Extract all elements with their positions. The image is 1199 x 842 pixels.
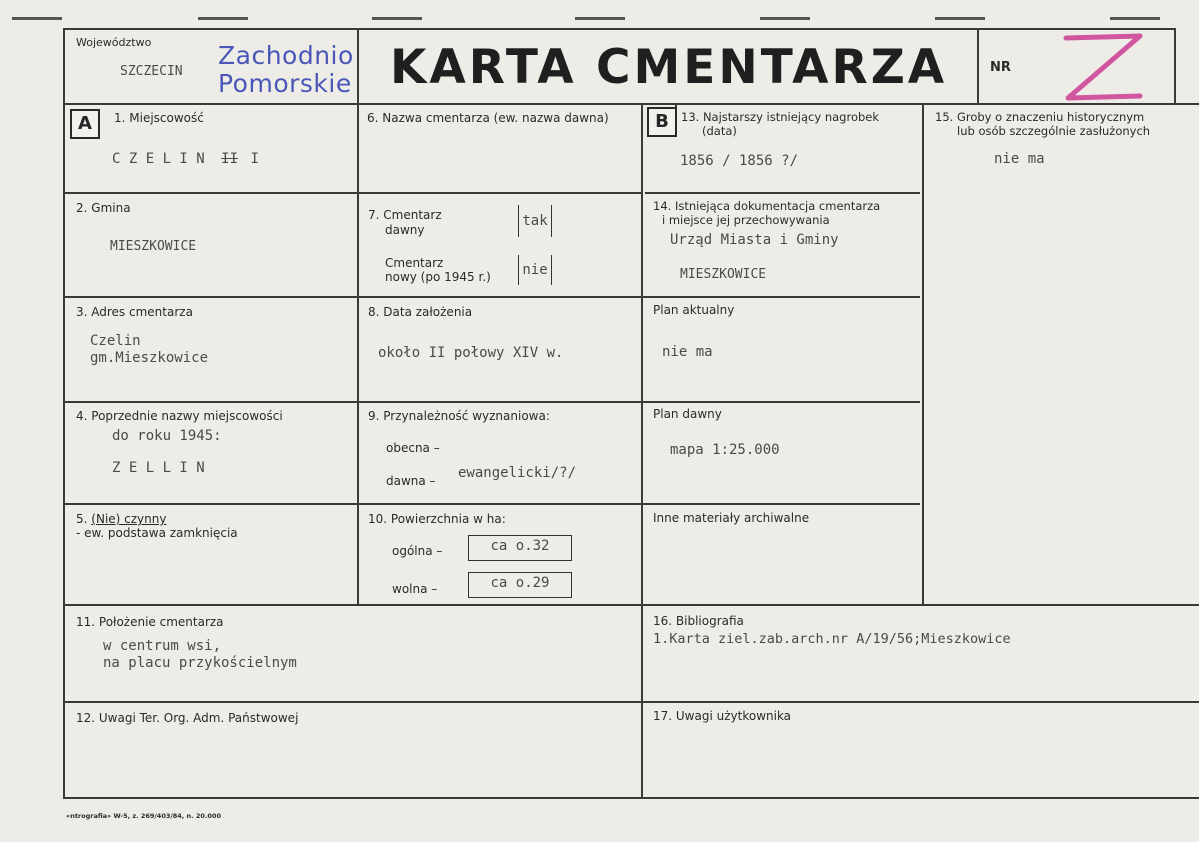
field-1-value [112,148,259,170]
field-1-label: 1. Miejscowość [114,111,204,125]
field-16-label: 16. Bibliografia [653,614,744,628]
handwritten-mark: I [250,151,259,167]
field-3-line-2: gm.Mieszkowice [90,350,209,366]
grid-line [63,28,65,799]
field-6-label: 6. Nazwa cmentarza (ew. nazwa dawna) [367,111,609,125]
field-5-label [76,512,166,526]
field-14-label: 14. Istniejąca dokumentacja cmentarza [653,199,881,213]
wojewodztwo-value: SZCZECIN [120,64,183,79]
field-7-nowy-label-2: nowy (po 1945 r.) [385,270,491,284]
field-15-value: nie ma [994,151,1045,167]
section-a-marker: A [70,109,100,139]
field-10-ogolna-label: ogólna – [392,544,443,558]
field-9-dawna-value: ewangelicki/?/ [458,465,577,481]
field-9-label: 9. Przynależność wyznaniowa: [368,409,550,423]
field-15-sublabel: lub osób szczególnie zasłużonych [957,124,1151,138]
grid-line [63,701,1199,703]
field-5-number: 5. [76,512,88,526]
stamp-line-2: Pomorskie [218,69,352,98]
field-13-label: 13. Najstarszy istniejący nagrobek [681,110,880,124]
grid-line [63,103,1199,105]
field-16-value: 1.Karta ziel.zab.arch.nr A/19/56;Mieszkowice [653,631,1011,647]
grid-line [645,192,920,194]
field-7-nowy-value: nie [518,255,552,285]
field-7-dawny-label: dawny [385,223,425,237]
field-3-line-1: Czelin [90,333,141,349]
top-edge-dash [12,17,62,20]
field-17-label: 17. Uwagi użytkownika [653,709,792,723]
field-11-label: 11. Położenie cmentarza [76,615,224,629]
grid-line [63,797,1199,799]
plan-dawny-value: mapa 1:25.000 [670,442,780,458]
field-15-label: 15. Groby o znaczeniu historycznym [935,110,1145,124]
top-edge-dash [198,17,248,20]
field-14-sublabel: i miejsce jej przechowywania [662,213,830,227]
field-5-status: (Nie) czynny [91,512,167,526]
nr-label: NR [990,60,1011,75]
plan-dawny-label: Plan dawny [653,407,722,421]
locality-name: C Z E L I N [112,151,205,167]
field-3-label: 3. Adres cmentarza [76,305,193,319]
field-12-label: 12. Uwagi Ter. Org. Adm. Państwowej [76,711,299,725]
top-edge-dash [760,17,810,20]
grid-line [1174,28,1176,105]
field-2-label: 2. Gmina [76,201,131,215]
field-10-ogolna-value: ca o.32 [468,535,572,561]
field-10-wolna-value: ca o.29 [468,572,572,598]
grid-line [63,28,1176,30]
field-7-nowy-label-1: Cmentarz [385,256,444,270]
grid-line [63,296,920,298]
field-4-label: 4. Poprzednie nazwy miejscowości [76,409,283,423]
field-10-label: 10. Powierzchnia w ha: [368,512,506,526]
top-edge-dash [935,17,985,20]
field-4-line-1: do roku 1945: [112,428,222,444]
grid-line [977,28,979,104]
field-11-line-1: w centrum wsi, [103,638,222,654]
field-13-value: 1856 / 1856 ?/ [680,153,799,169]
field-13-sublabel: (data) [702,124,737,138]
top-edge-dash [1110,17,1160,20]
grid-line [641,103,643,799]
plan-aktualny-value: nie ma [662,344,713,360]
grid-line [922,103,924,605]
wojewodztwo-label: Województwo [76,36,152,49]
field-7-dawny-value: tak [518,205,552,237]
field-14-line-2: MIESZKOWICE [680,267,767,282]
field-11-line-2: na placu przykościelnym [103,655,297,671]
section-b-marker: B [647,107,677,137]
field-7-label: 7. Cmentarz [368,208,442,222]
field-8-value: około II połowy XIV w. [378,345,564,361]
grid-line [63,401,920,403]
stamp-line-1: Zachodnio [218,41,354,70]
field-5-sublabel: - ew. podstawa zamknięcia [76,526,238,540]
field-9-dawna-label: dawna – [386,474,436,488]
field-2-value: MIESZKOWICE [110,239,197,254]
card-title: KARTA CMENTARZA [390,40,948,95]
grid-line [357,103,359,605]
plan-aktualny-label: Plan aktualny [653,303,735,317]
field-4-line-2: Z E L L I N [112,460,205,476]
inne-materialy-label: Inne materiały archiwalne [653,511,810,525]
grid-line [63,503,920,505]
grid-line [63,604,1199,606]
field-14-line-1: Urząd Miasta i Gminy [670,232,839,248]
field-9-obecna-label: obecna – [386,441,440,455]
printer-imprint: «ntrografia» W-5, z. 269/403/84, n. 20.000 [66,812,221,820]
strike-text: II [221,151,239,167]
grid-line [63,192,641,194]
top-edge-dash [575,17,625,20]
grid-line [357,28,359,104]
nr-handwritten-z [1060,32,1146,104]
field-8-label: 8. Data założenia [368,305,473,319]
field-10-wolna-label: wolna – [392,582,438,596]
top-edge-dash [372,17,422,20]
